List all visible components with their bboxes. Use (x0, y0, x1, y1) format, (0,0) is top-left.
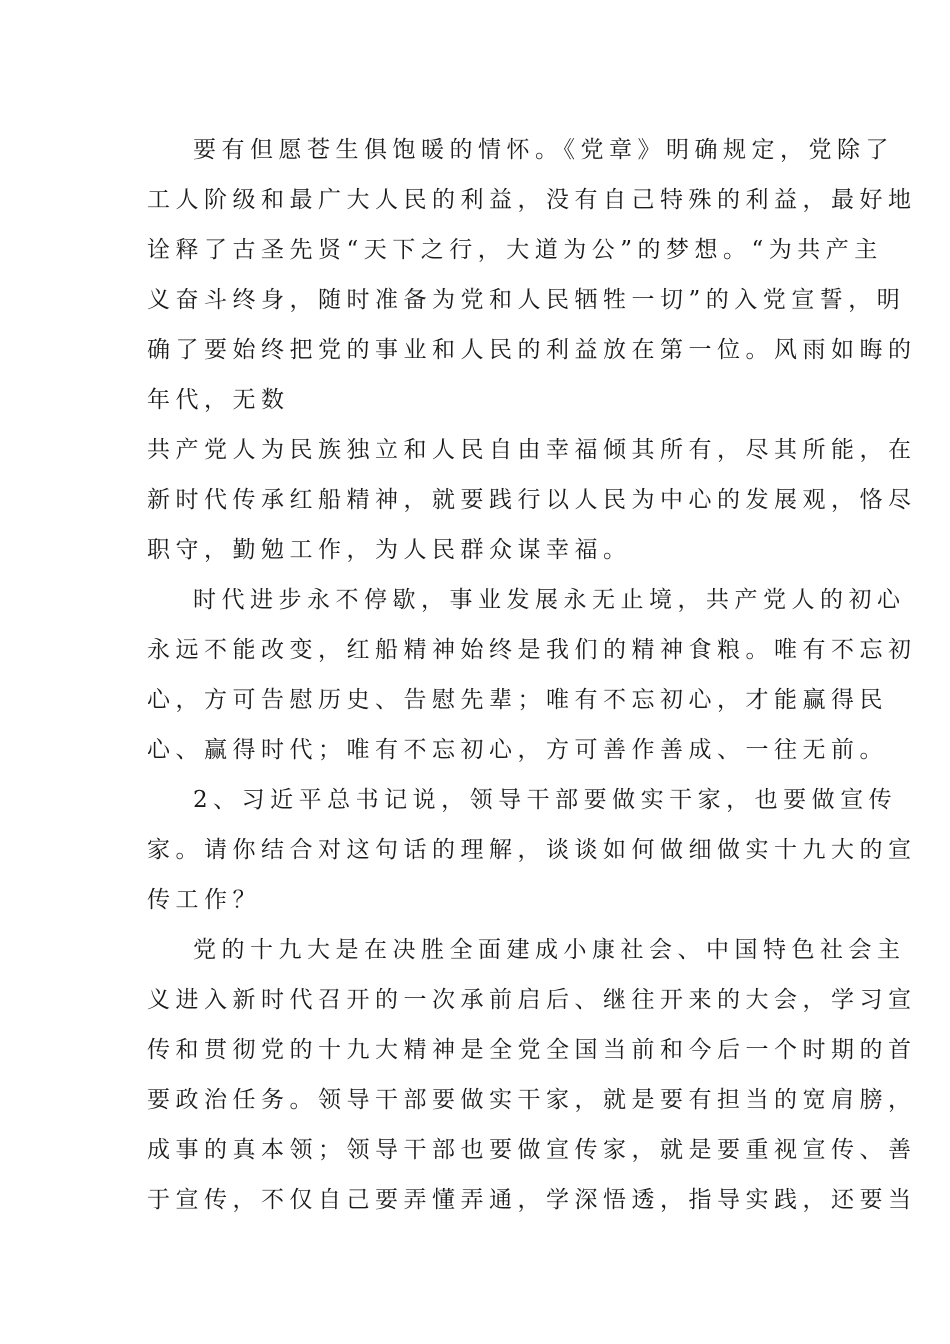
text-line: 家。请你结合对这句话的理解，谈谈如何做细做实十九大的宣 (147, 837, 917, 863)
text-line: 职守，勤勉工作，为人民群众谋幸福。 (147, 537, 632, 563)
text-line: 2、习近平总书记说，领导干部要做实干家，也要做宣传 (193, 787, 898, 813)
text-line: 时代进步永不停歇，事业发展永无止境，共产党人的初心 (193, 587, 906, 613)
text-line: 新时代传承红船精神，就要践行以人民为中心的发展观，恪尽 (147, 487, 917, 513)
text-line: 党的十九大是在决胜全面建成小康社会、中国特色社会主 (193, 937, 906, 963)
text-line: 传工作？ (147, 887, 261, 913)
text-line: 工人阶级和最广大人民的利益，没有自己特殊的利益，最好地 (147, 187, 917, 213)
text-line: 共产党人为民族独立和人民自由幸福倾其所有，尽其所能，在 (147, 437, 917, 463)
text-line: 成事的真本领；领导干部也要做宣传家，就是要重视宣传、善 (147, 1137, 917, 1163)
text-line: 确了要始终把党的事业和人民的利益放在第一位。风雨如晦的 (147, 337, 917, 363)
text-line: 心、赢得时代；唯有不忘初心，方可善作善成、一往无前。 (147, 737, 888, 763)
text-line: 义奋斗终身，随时准备为党和人民牺牲一切”的入党宣誓，明 (147, 287, 906, 313)
text-line: 要有但愿苍生俱饱暖的情怀。《党章》明确规定，党除了 (193, 137, 894, 163)
text-line: 义进入新时代召开的一次承前启后、继往开来的大会，学习宣 (147, 987, 917, 1013)
text-line: 于宣传，不仅自己要弄懂弄通，学深悟透，指导实践，还要当 (147, 1187, 917, 1213)
text-line: 年代，无数 (147, 387, 290, 413)
text-line: 永远不能改变，红船精神始终是我们的精神食粮。唯有不忘初 (147, 637, 917, 663)
text-line: 心，方可告慰历史、告慰先辈；唯有不忘初心，才能赢得民 (147, 687, 888, 713)
text-line: 传和贯彻党的十九大精神是全党全国当前和今后一个时期的首 (147, 1037, 917, 1063)
text-line: 诠释了古圣先贤“天下之行，大道为公”的梦想。“为共产主 (147, 237, 883, 263)
text-line: 要政治任务。领导干部要做实干家，就是要有担当的宽肩膀， (147, 1087, 917, 1113)
